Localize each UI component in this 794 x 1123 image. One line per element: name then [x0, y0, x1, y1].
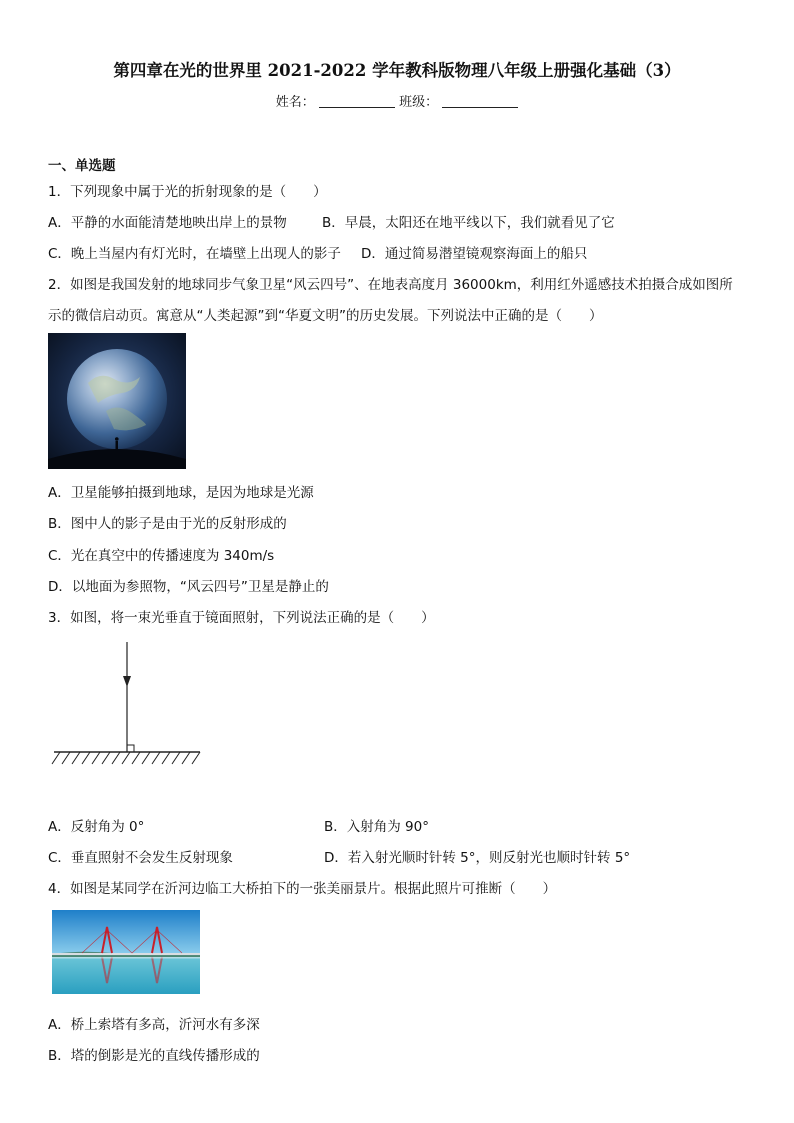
question-3-stem: 3．如图，将一束光垂直于镜面照射，下列说法正确的是（ ） [48, 610, 435, 626]
q2-option-a: A．卫星能够拍摄到地球，是因为地球是光源 [48, 485, 314, 501]
name-label: 姓名： [275, 95, 315, 110]
q2-option-d: D．以地面为参照物，“风云四号”卫星是静止的 [48, 579, 329, 595]
q1-option-d: D．通过简易潜望镜观察海面上的船只 [361, 246, 588, 262]
q1-option-c: C．晚上当屋内有灯光时，在墙壁上出现人的影子 [48, 246, 341, 262]
q3-option-d: D．若入射光顺时针转 5°，则反射光也顺时针转 5° [324, 850, 631, 866]
q1-option-a: A．平静的水面能清楚地映出岸上的景物 [48, 215, 287, 231]
bridge-photo [52, 910, 200, 994]
q4-option-b: B．塔的倒影是光的直线传播形成的 [48, 1048, 260, 1064]
question-2-stem-line2: 示的微信启动页。寓意从“人类起源”到“华夏文明”的历史发展。下列说法中正确的是（ ） [48, 308, 603, 324]
student-info-line [0, 91, 794, 110]
section-heading: 一、单选题 [48, 158, 116, 174]
q1-option-b: B．早晨，太阳还在地平线以下，我们就看见了它 [322, 215, 615, 231]
document-title: 第四章在光的世界里 2021-2022 学年教科版物理八年级上册强化基础（3） [113, 61, 681, 80]
q3-option-c: C．垂直照射不会发生反射现象 [48, 850, 233, 866]
question-1-stem: 1．下列现象中属于光的折射现象的是（ ） [48, 184, 327, 200]
q2-option-b: B．图中人的影子是由于光的反射形成的 [48, 516, 287, 532]
question-4-stem: 4．如图是某同学在沂河边临工大桥拍下的一张美丽景片。根据此照片可推断（ ） [48, 881, 557, 897]
q2-option-c: C．光在真空中的传播速度为 340m/s [48, 548, 275, 564]
earth-photo [48, 333, 186, 469]
mirror-diagram [50, 640, 210, 770]
q4-option-a: A．桥上索塔有多高，沂河水有多深 [48, 1017, 260, 1033]
name-blank[interactable] [319, 93, 395, 108]
class-label: 班级： [399, 95, 439, 110]
q3-option-b: B．入射角为 90° [324, 819, 429, 835]
class-blank[interactable] [442, 93, 518, 108]
question-2-stem-line1: 2．如图是我国发射的地球同步气象卫星“风云四号”、在地表高度月 36000km，利用红外遥感技术拍摄合成如图所 [48, 277, 733, 293]
q3-option-a: A．反射角为 0° [48, 819, 145, 835]
